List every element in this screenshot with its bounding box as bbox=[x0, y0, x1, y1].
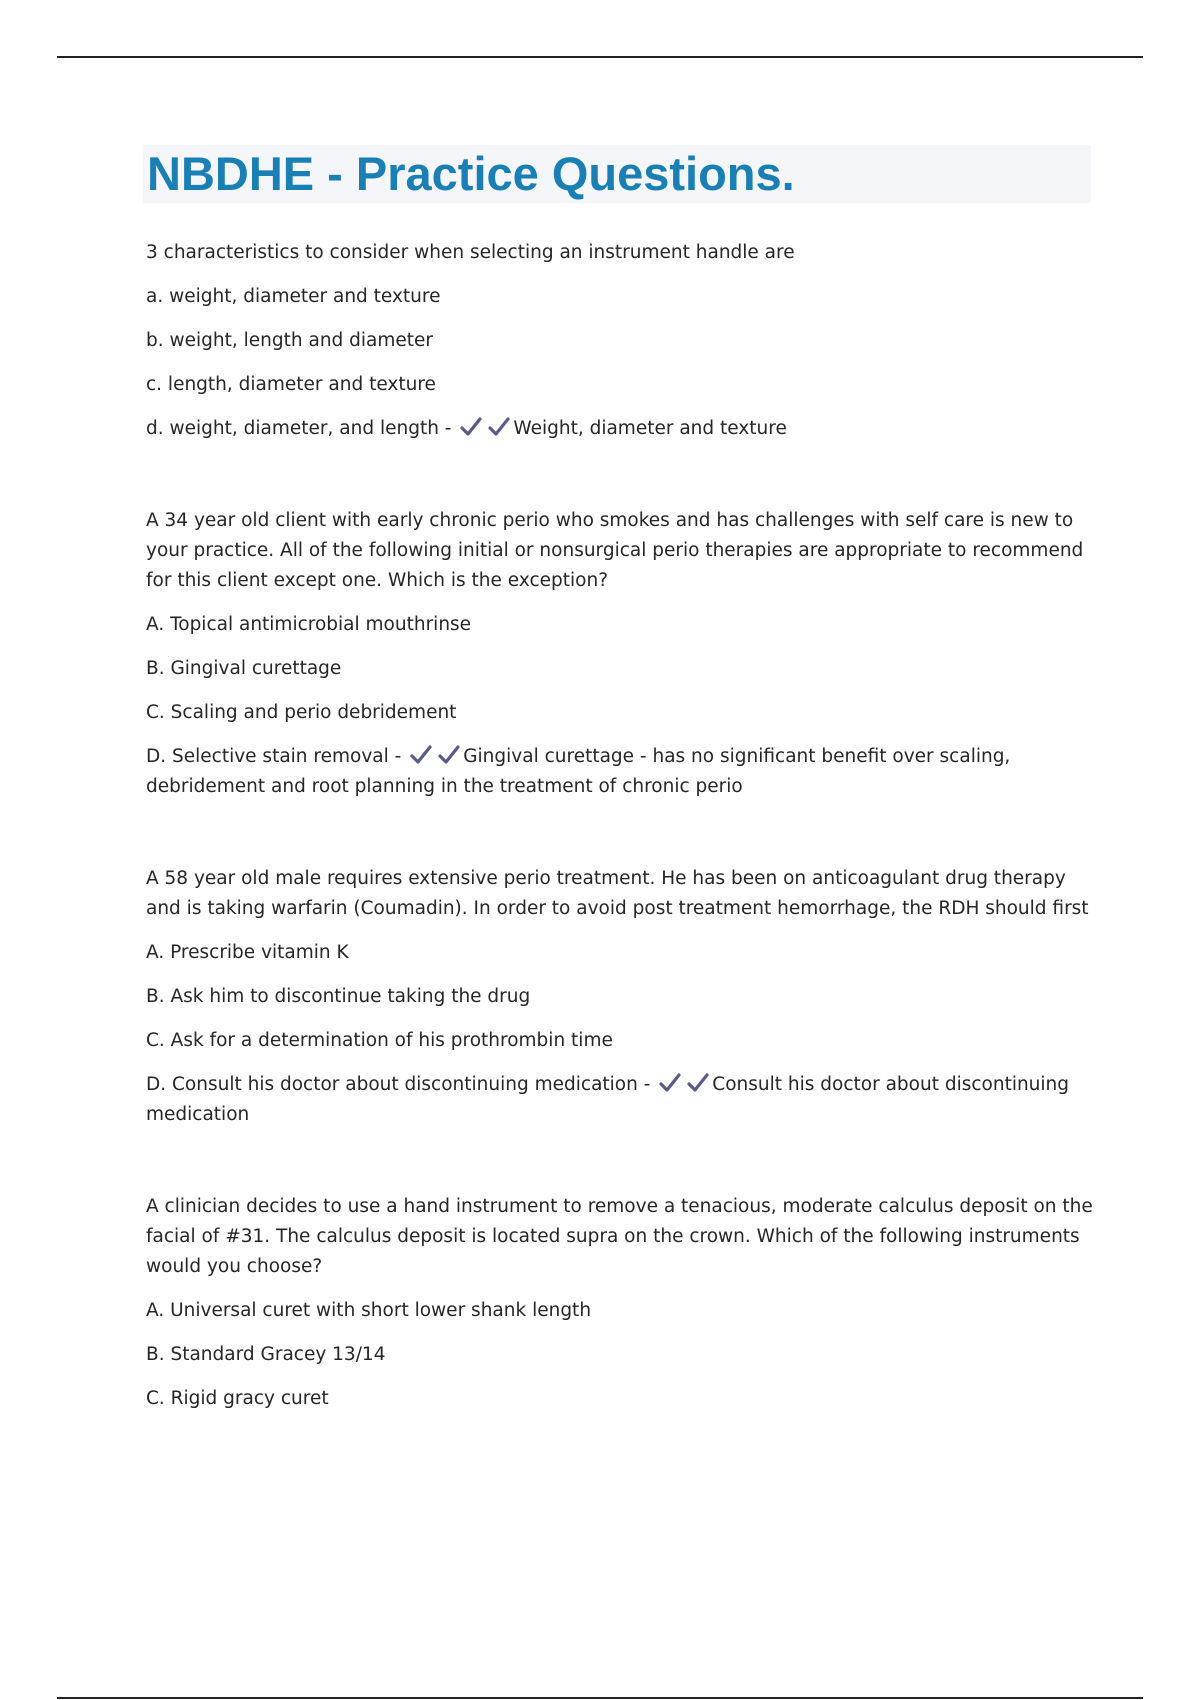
question-2 bbox=[146, 506, 1096, 802]
option-b: B. Standard Gracey 13/14 bbox=[146, 1344, 386, 1365]
option-d-with-answer bbox=[146, 742, 1096, 802]
option-c: C. Scaling and perio debridement bbox=[146, 702, 457, 723]
question-text: 3 characteristics to consider when selecting an instrument handle are bbox=[146, 242, 795, 263]
option-a: a. weight, diameter and texture bbox=[146, 286, 441, 307]
answer-text: Gingival curettage - has no significant benefit over scaling, debridement and root planning in the treatment of chronic perio bbox=[146, 746, 1011, 797]
option-c: c. length, diameter and texture bbox=[146, 374, 436, 395]
page-title: NBDHE - Practice Questions. bbox=[147, 147, 795, 200]
question-3 bbox=[146, 864, 1096, 1130]
answer-text: Weight, diameter and texture bbox=[513, 418, 787, 439]
checkmark-icon bbox=[460, 417, 482, 437]
checkmark-icon bbox=[488, 417, 510, 437]
option-c: C. Ask for a determination of his prothrombin time bbox=[146, 1030, 613, 1051]
bottom-rule bbox=[57, 1697, 1143, 1699]
checkmark-icon bbox=[687, 1073, 709, 1093]
option-d-with-answer bbox=[146, 414, 1096, 444]
checkmark-icon bbox=[410, 745, 432, 765]
question-text: A 34 year old client with early chronic perio who smokes and has challenges with self care is new to your practice. All of the following initial or nonsurgical perio therapies are appropriate to recommend for this client except one. Which is the exception? bbox=[146, 510, 1084, 591]
option-d: d. weight, diameter, and length - bbox=[146, 418, 452, 439]
questions-list bbox=[146, 238, 1096, 1476]
option-b: B. Gingival curettage bbox=[146, 658, 342, 679]
question-1 bbox=[146, 238, 1096, 444]
option-d-with-answer bbox=[146, 1070, 1096, 1130]
option-a: A. Universal curet with short lower shank length bbox=[146, 1300, 592, 1321]
option-d: D. Consult his doctor about discontinuing medication - bbox=[146, 1074, 651, 1095]
checkmark-icon bbox=[438, 745, 460, 765]
question-text: A 58 year old male requires extensive perio treatment. He has been on anticoagulant drug therapy and is taking warfarin (Coumadin). In order to avoid post treatment hemorrhage, the RDH should first bbox=[146, 868, 1089, 919]
top-rule bbox=[57, 56, 1143, 58]
option-b: b. weight, length and diameter bbox=[146, 330, 434, 351]
question-text: A clinician decides to use a hand instrument to remove a tenacious, moderate calculus deposit on the facial of #31. The calculus deposit is located supra on the crown. Which of the following instruments would you choose? bbox=[146, 1196, 1093, 1277]
option-c: C. Rigid gracy curet bbox=[146, 1388, 329, 1409]
answer-text: Consult his doctor about discontinuing medication bbox=[146, 1074, 1070, 1125]
option-a: A. Topical antimicrobial mouthrinse bbox=[146, 614, 472, 635]
option-b: B. Ask him to discontinue taking the drug bbox=[146, 986, 531, 1007]
option-d: D. Selective stain removal - bbox=[146, 746, 402, 767]
question-4 bbox=[146, 1192, 1096, 1414]
checkmark-icon bbox=[659, 1073, 681, 1093]
option-a: A. Prescribe vitamin K bbox=[146, 942, 349, 963]
